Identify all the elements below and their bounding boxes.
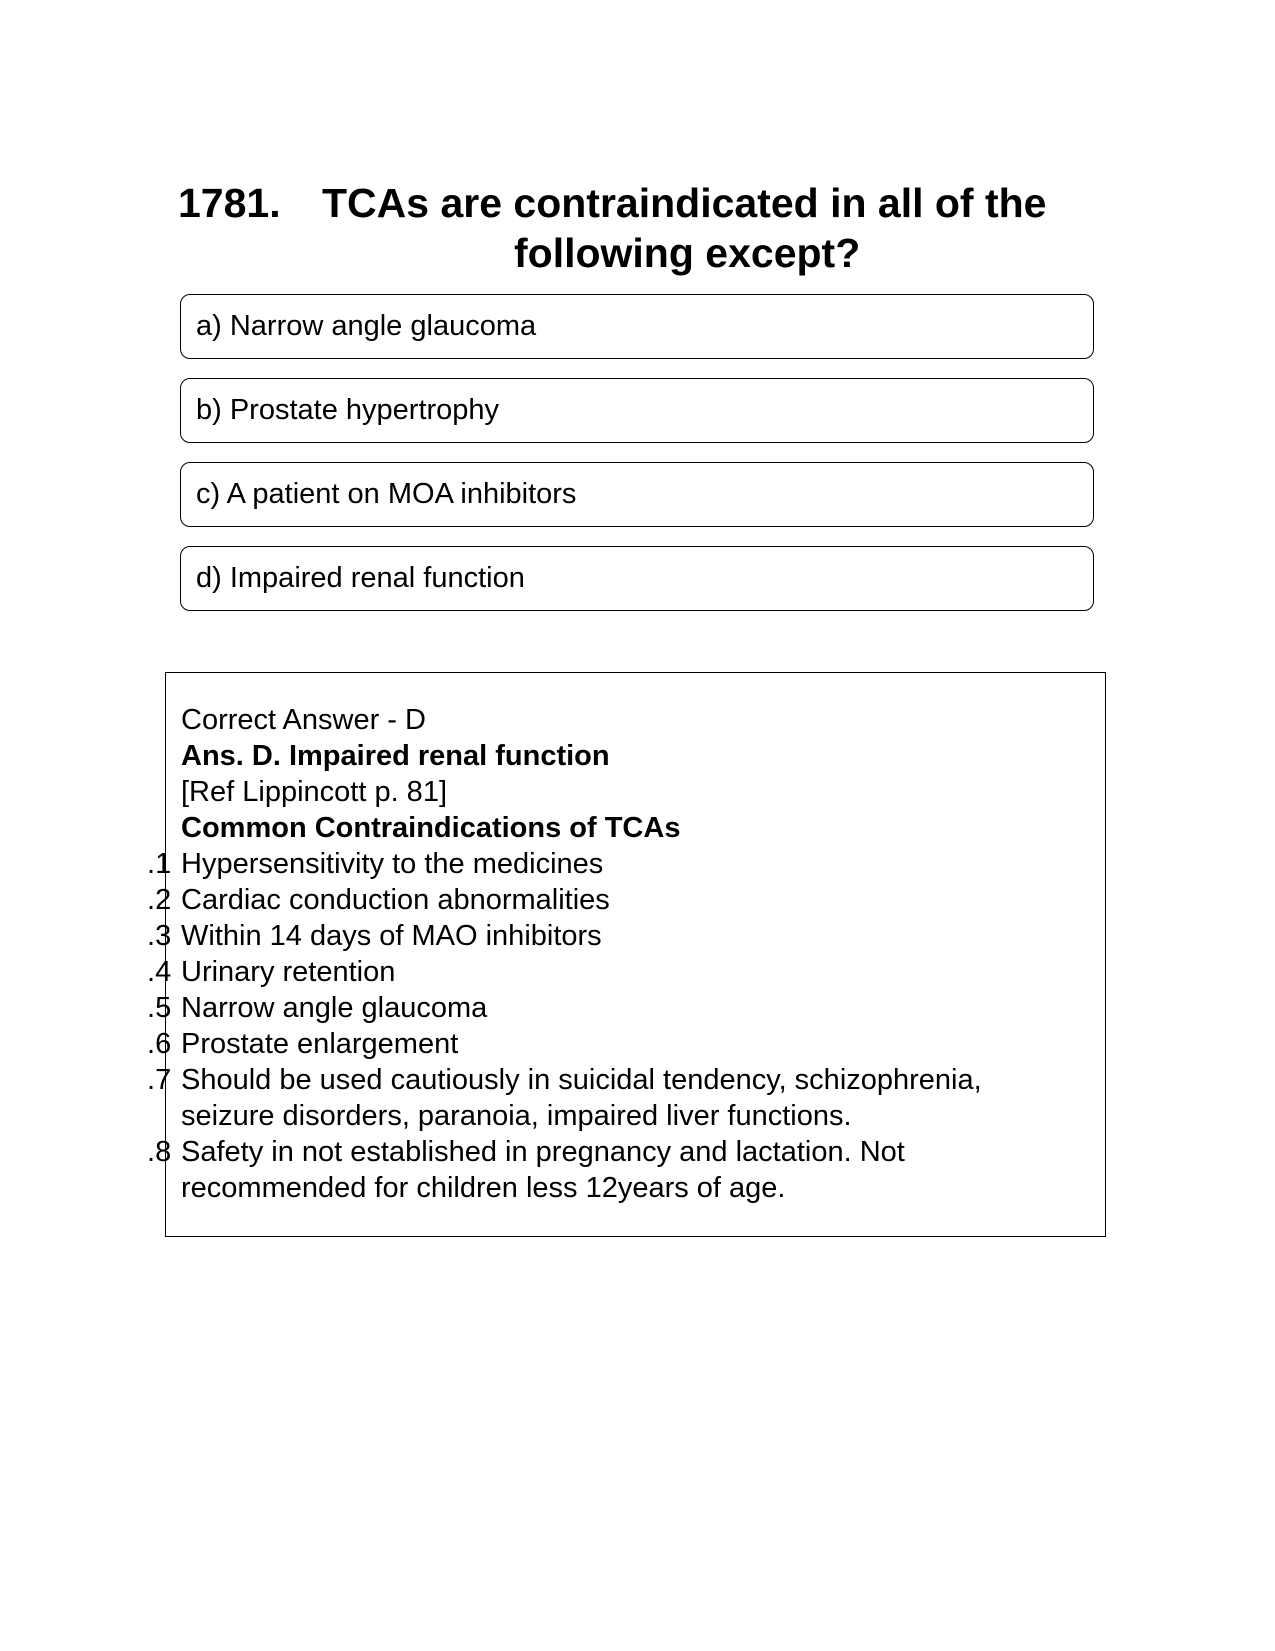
option-d[interactable] (180, 546, 1094, 611)
list-item (147, 1134, 1081, 1206)
contraindications-heading: Common Contraindications of TCAs (181, 812, 681, 844)
list-item (147, 990, 1081, 1026)
option-c-label: c) A patient on MOA inhibitors (196, 478, 577, 510)
list-item (147, 918, 1081, 954)
list-item-number: 1. (147, 848, 172, 880)
question-heading (178, 178, 1098, 278)
question-number: 1781. (178, 180, 281, 226)
list-item (147, 846, 1081, 882)
option-d-label: d) Impaired renal function (196, 562, 525, 594)
answer-reference: [Ref Lippincott p. 81] (181, 776, 447, 808)
list-item-number: 8. (147, 1136, 172, 1168)
list-item-text: Hypersensitivity to the medicines (181, 848, 604, 880)
list-item-text: Within 14 days of MAO inhibitors (181, 920, 602, 952)
question-line-1 (178, 178, 1098, 228)
list-item-number: 2. (147, 884, 172, 916)
list-item-text: Should be used cautiously in suicidal tendency, schizophrenia, seizure disorders, paranoia, impaired liver functions. (181, 1064, 982, 1132)
list-item-text: Cardiac conduction abnormalities (181, 884, 610, 916)
list-item-text: Safety in not established in pregnancy and lactation. Not recommended for children less 12years of age. (181, 1136, 905, 1204)
answer-heading: Ans. D. Impaired renal function (181, 740, 610, 772)
contraindications-list (147, 846, 1081, 1206)
option-b[interactable] (180, 378, 1094, 443)
list-item-text: Prostate enlargement (181, 1028, 459, 1060)
option-a[interactable] (180, 294, 1094, 359)
list-item-number: 4. (147, 956, 172, 988)
question-text-line-1: TCAs are contraindicated in all of the (322, 180, 1047, 226)
list-item (147, 954, 1081, 990)
option-c[interactable] (180, 462, 1094, 527)
option-a-label: a) Narrow angle glaucoma (196, 310, 537, 342)
list-item (147, 882, 1081, 918)
answer-explanation (147, 702, 1081, 1206)
list-item-number: 6. (147, 1028, 172, 1060)
option-b-label: b) Prostate hypertrophy (196, 394, 500, 426)
question-text-line-2: following except? (514, 230, 861, 276)
list-item-number: 5. (147, 992, 172, 1024)
list-item-number: 7. (147, 1064, 172, 1096)
list-item (147, 1062, 1081, 1134)
list-item-text: Narrow angle glaucoma (181, 992, 488, 1024)
correct-answer: Correct Answer - D (181, 704, 426, 736)
list-item-text: Urinary retention (181, 956, 396, 988)
list-item (147, 1026, 1081, 1062)
list-item-number: 3. (147, 920, 172, 952)
